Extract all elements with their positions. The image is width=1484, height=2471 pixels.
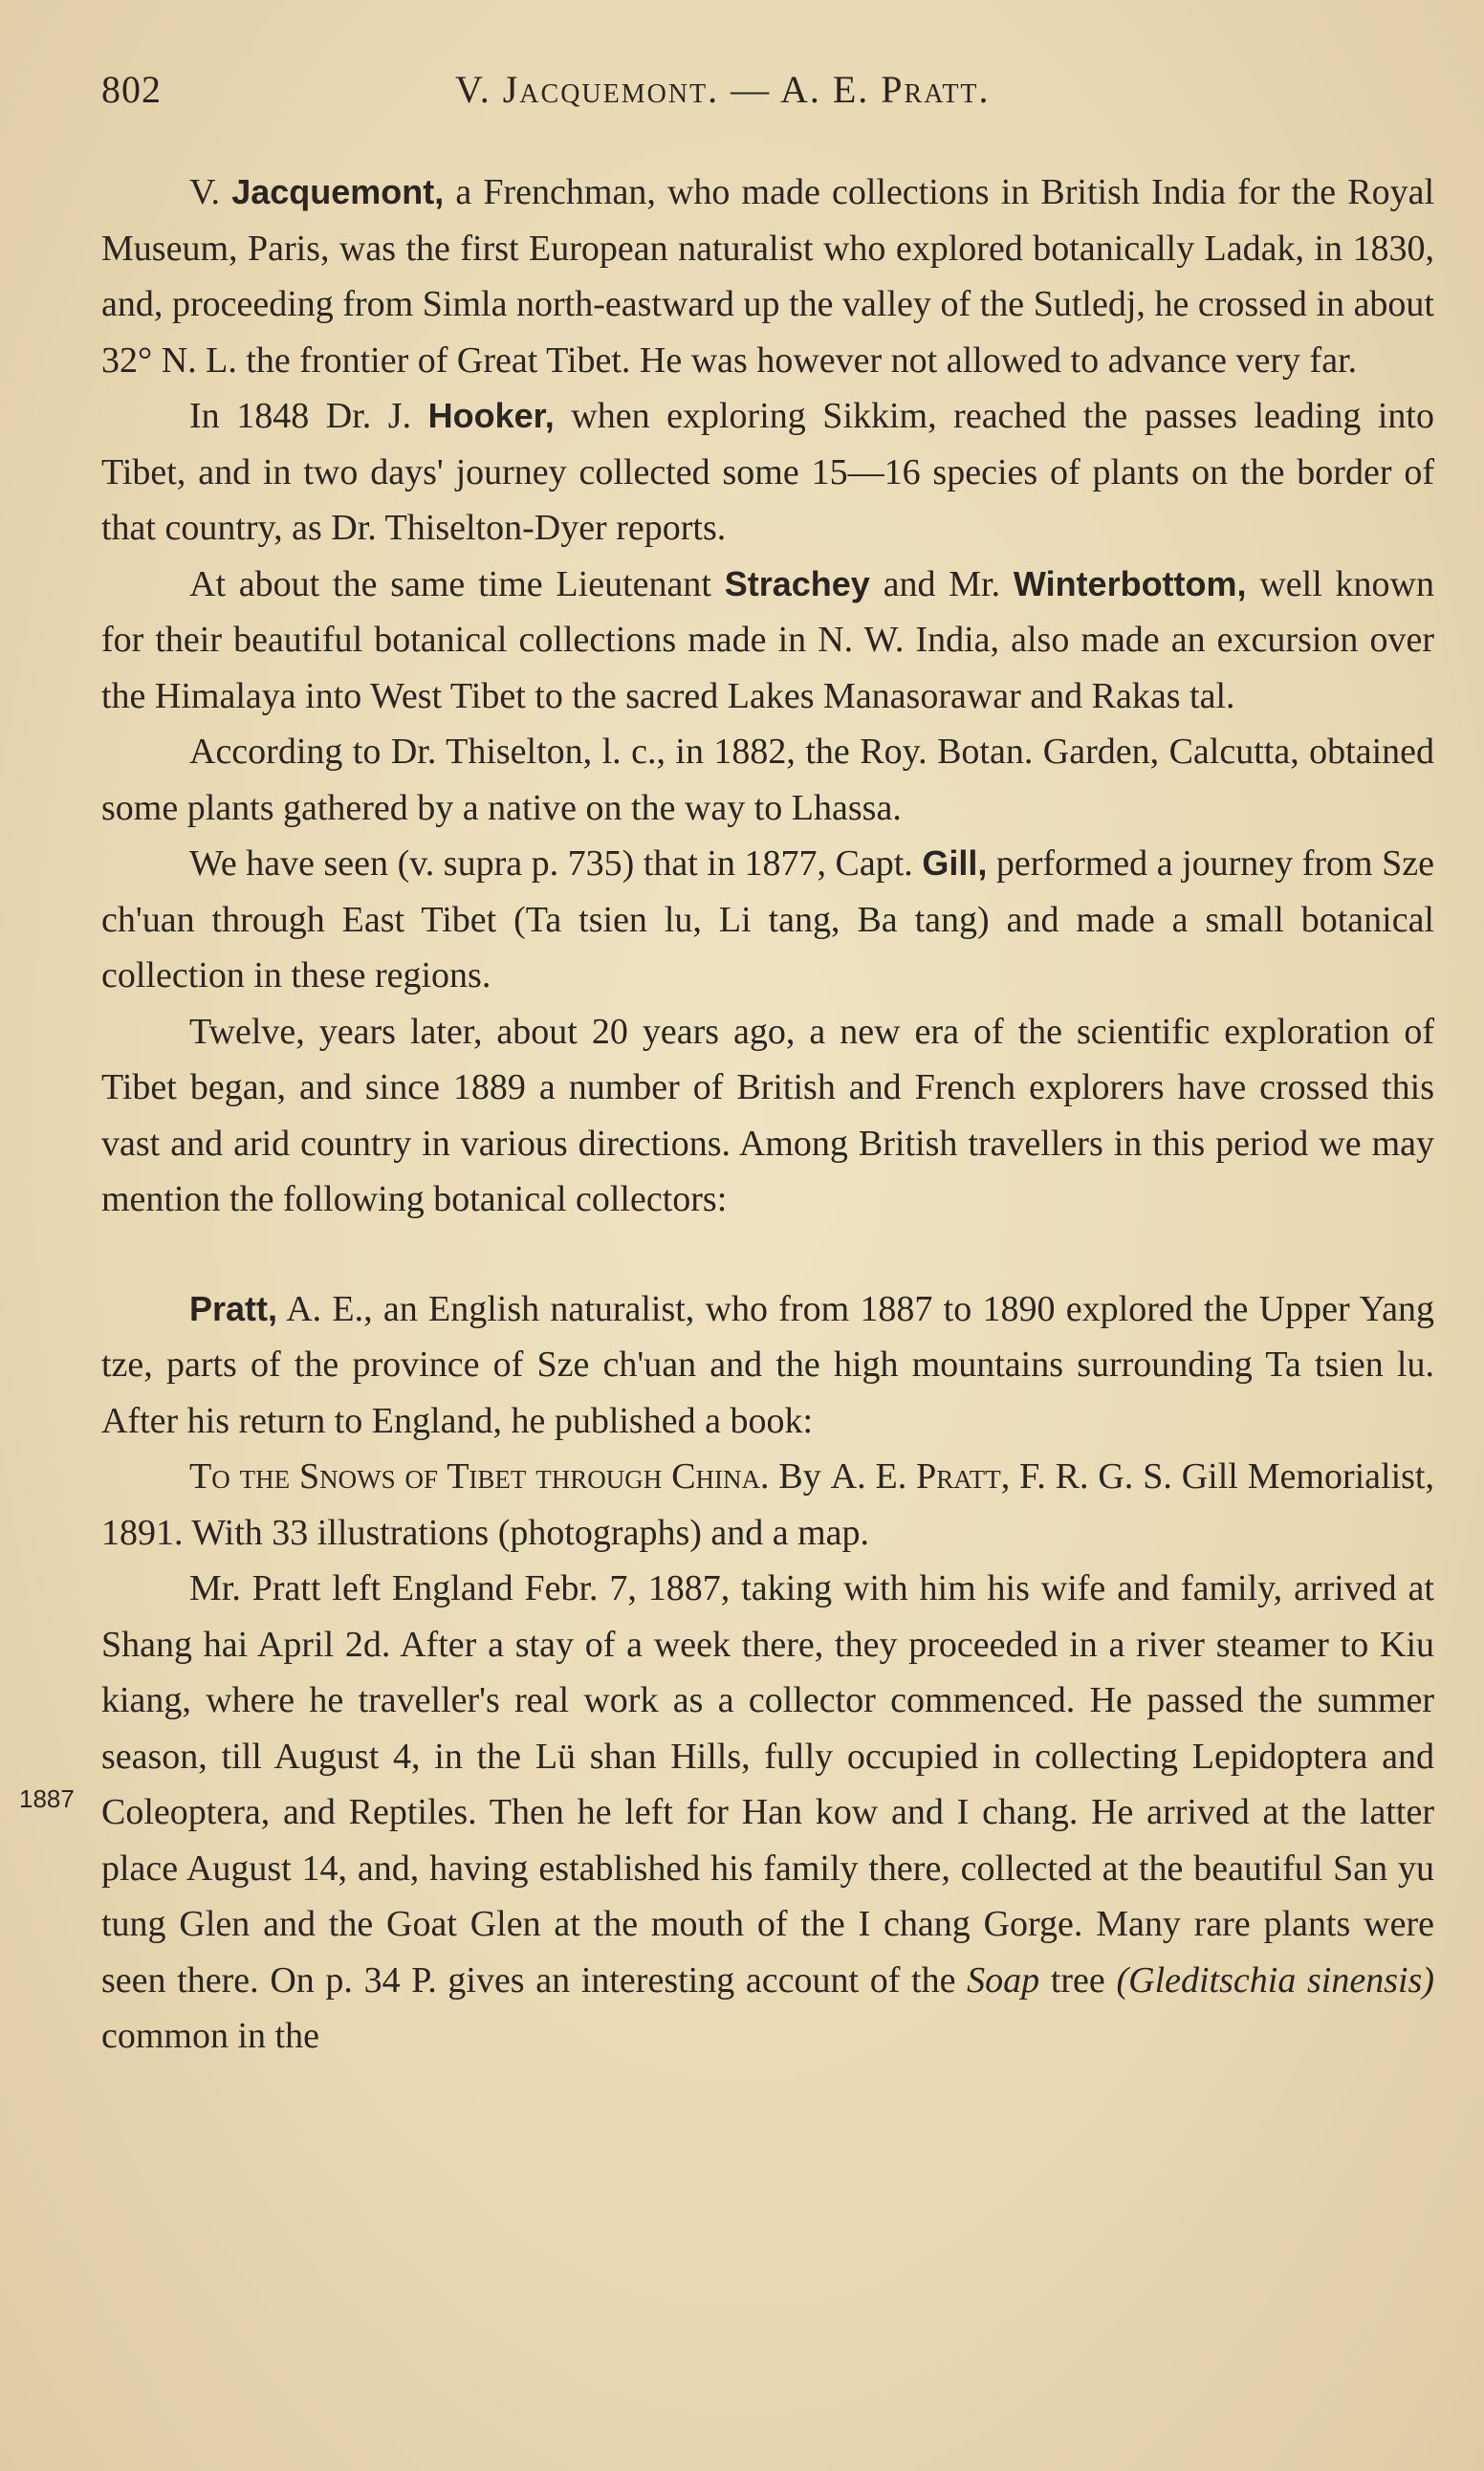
- paragraph-prefix: In 1848 Dr. J.: [189, 396, 428, 436]
- body-text: [101, 164, 1434, 2065]
- paragraph-prefix: We have seen (v. supra p. 735) that in 1877, Capt.: [189, 843, 923, 884]
- book-author: A. E. Pratt: [830, 1456, 1001, 1497]
- term-soap: Soap: [967, 1959, 1040, 2001]
- paragraph-pratt: [101, 1281, 1434, 1450]
- paragraph-pratt-journey: [101, 1561, 1434, 2065]
- paragraph-strachey: [101, 557, 1434, 725]
- page-header: [101, 67, 1440, 124]
- species-name: (Gleditschia sinensis): [1116, 1959, 1434, 2001]
- paragraph-text: well known for their beautiful botanical collections made in N. W. India, also made an excursion over the Himalaya into West Tibet to the sacred Lakes Manasorawar and Rakas tal.: [101, 563, 1434, 716]
- person-name-jacquemont: Jacquemont,: [231, 172, 445, 211]
- paragraph-prefix: V.: [189, 172, 232, 212]
- paragraph-text: A. E., an English naturalist, who from 1887 to 1890 explored the Upper Yang tze, parts of the province of Sze ch'uan and the high mountains surrounding Ta tsien lu. After his return to England, he published a book:: [101, 1288, 1434, 1441]
- person-name-hooker: Hooker,: [427, 396, 555, 435]
- paragraph-thiselton: According to Dr. Thiselton, l. c., in 1882, the Roy. Botan. Garden, Calcutta, obtained some plants gathered by a native on the way to Lhassa.: [101, 732, 1434, 828]
- paragraph-gill: [101, 836, 1434, 1004]
- person-name-gill: Gill,: [922, 843, 988, 883]
- section-gap: [101, 1228, 1434, 1281]
- person-name-winterbottom: Winterbottom,: [1013, 563, 1247, 603]
- paragraph-book-title: [101, 1449, 1434, 1561]
- paragraph-text: performed a journey from Sze ch'uan through East Tibet (Ta tsien lu, Li tang, Ba tang) and made a small botanical collection in these regions.: [101, 843, 1434, 995]
- margin-year-note: 1887: [19, 1784, 75, 1813]
- paragraph-jacquemont: [101, 164, 1434, 388]
- paragraph-prefix: At about the same time Lieutenant: [189, 563, 725, 604]
- paragraph-text: a Frenchman, who made collections in British India for the Royal Museum, Paris, was the first European naturalist who explored botanically Ladak, in 1830, and, proceeding from Simla north-eastward up the valley of the Sutledj, he crossed in about 32° N. L. the frontier of Great Tibet. He was however not allowed to advance very far.: [101, 172, 1434, 381]
- paragraph-end: common in the: [101, 2016, 319, 2056]
- person-name-strachey: Strachey: [724, 563, 870, 603]
- book-details: , F. R. G. S. Gill Memorialist, 1891. With 33 illustrations (photographs) and a map.: [101, 1456, 1434, 1553]
- book-title: To the Snows of Tibet through China.: [189, 1456, 770, 1497]
- paragraph-hooker: [101, 388, 1434, 557]
- paragraph-new-era: Twelve, years later, about 20 years ago, a new era of the scientific exploration of Tibet began, and since 1889 a number of British and French explorers have crossed this vast and arid country in various directions. Among British travellers in this period we may mention the following botanical collectors:: [101, 1011, 1434, 1219]
- page-number: 802: [101, 68, 162, 111]
- paragraph-mid: and Mr.: [869, 563, 1014, 604]
- book-by: By: [769, 1456, 831, 1497]
- paragraph-text: Mr. Pratt left England Febr. 7, 1887, taking with him his wife and family, arrived at Shang hai April 2d. After a stay of a week there, they proceeded in a river steamer to Kiu kiang, where he traveller's real work as a collector commenced. He passed the summer season, till August 4, in the Lü shan Hills, fully occupied in collecting Lepidoptera and Coleoptera, and Reptiles. Then he left for Han kow and I chang. He arrived at the latter place August 14, and, having established his family there, collected at the beautiful San yu tung Glen and the Goat Glen at the mouth of the I chang Gorge. Many rare plants were seen there. On p. 34 P. gives an interesting account of the: [101, 1568, 1434, 2001]
- paragraph-mid: tree: [1039, 1959, 1117, 2001]
- running-head: V. Jacquemont. — A. E. Pratt.: [455, 68, 991, 111]
- person-name-pratt: Pratt,: [189, 1288, 278, 1328]
- paragraph-text: when exploring Sikkim, reached the passes leading into Tibet, and in two days' journey collected some 15—16 species of plants on the border of that country, as Dr. Thiselton-Dyer reports.: [101, 396, 1434, 548]
